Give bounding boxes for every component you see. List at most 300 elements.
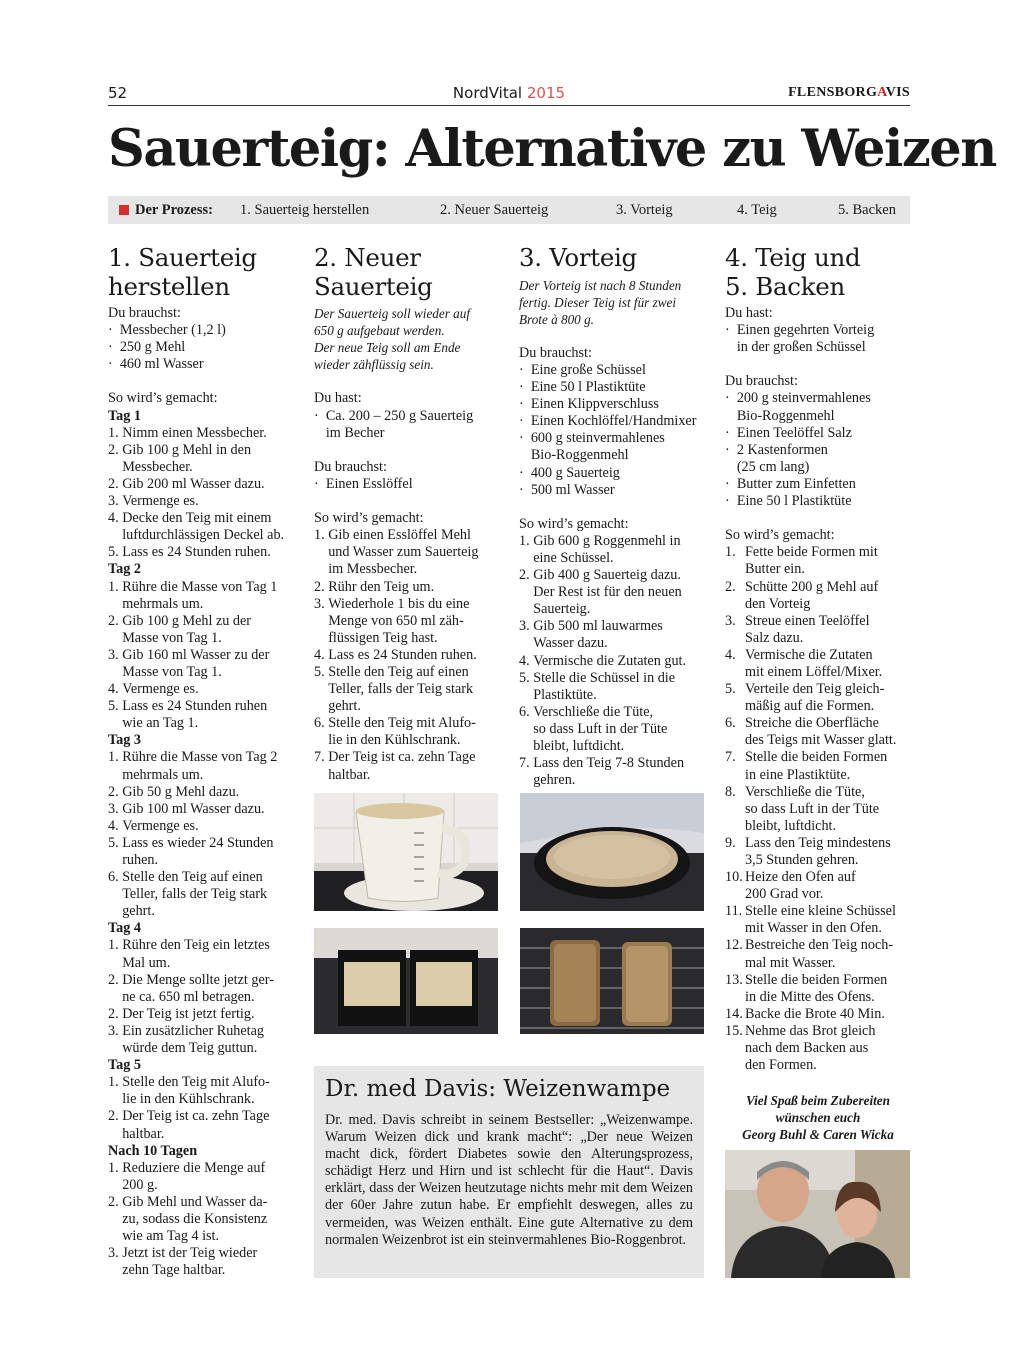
step-number: 6. xyxy=(108,869,123,886)
publisher-logo: FLENSBORGAVIS xyxy=(788,85,910,100)
step-number: 4. xyxy=(314,646,329,663)
day-step-list xyxy=(108,1074,298,1142)
step-line: Teller, falls der Teig stark xyxy=(122,886,268,903)
intro-line: fertig. Dieser Teig ist für zwei xyxy=(519,294,677,310)
bullet-line: 400 g Sauerteig xyxy=(530,464,620,481)
step-line: Wasser dazu. xyxy=(533,635,608,652)
bullet-line: 600 g steinvermahlenes xyxy=(530,430,665,447)
step-line: Der Teig ist jetzt fertig. xyxy=(122,1005,255,1022)
step-number: 3. xyxy=(108,1022,123,1039)
have-label: Du hast: xyxy=(725,305,773,321)
step-line: 3,5 Stunden gehren. xyxy=(745,852,859,868)
step-text xyxy=(745,544,915,578)
bullet-line: Eine große Schüssel xyxy=(530,361,646,378)
step-item xyxy=(519,755,709,789)
step-line: Sauerteig. xyxy=(533,601,591,618)
section-heading: 1. Sauerteig herstellen xyxy=(108,243,257,301)
magazine-name: NordVital 2015 xyxy=(452,84,566,102)
have-list xyxy=(725,322,915,356)
step-text xyxy=(745,903,915,937)
step-line: Gib Mehl und Wasser da- xyxy=(122,1193,268,1210)
process-step: 4. Teig xyxy=(737,202,777,218)
bullet: · xyxy=(725,475,737,492)
step-number: 1. xyxy=(108,1159,123,1176)
bullet-text xyxy=(531,379,709,396)
step-number: 6. xyxy=(519,703,534,720)
step-line: Heize den Ofen auf xyxy=(745,869,856,886)
step-text xyxy=(122,1108,298,1142)
day-step-list xyxy=(108,1160,298,1280)
step-text xyxy=(122,749,298,783)
bullet: · xyxy=(725,390,737,407)
step-line: Decke den Teig mit einem xyxy=(122,510,272,527)
step-line: 200 g. xyxy=(122,1176,158,1193)
day-title: Tag 4 xyxy=(108,920,141,937)
step-item xyxy=(519,567,709,618)
step-number: 2. xyxy=(725,578,740,595)
step-number: 4. xyxy=(108,817,123,834)
day-step-list xyxy=(108,749,298,920)
step-line: haltbar. xyxy=(328,766,371,783)
step-text xyxy=(122,972,298,1006)
step-line: 200 Grad vor. xyxy=(745,886,824,903)
step-item xyxy=(108,784,298,801)
bullet: · xyxy=(108,322,120,339)
step-item xyxy=(108,1023,298,1057)
bullet-text xyxy=(737,425,915,442)
step-number: 2. xyxy=(108,612,123,629)
step-line: Der Rest ist für den neuen xyxy=(533,584,682,601)
bullet-item xyxy=(519,430,709,464)
bullet-item xyxy=(519,413,709,430)
step-line: Vermische die Zutaten gut. xyxy=(533,652,687,669)
step-line: Rühre den Teig ein letztes xyxy=(122,937,270,954)
ingredient-list xyxy=(725,390,915,510)
bullet: · xyxy=(314,475,326,492)
bullet-item xyxy=(725,322,915,356)
bullet-text xyxy=(737,322,915,356)
bullet-item xyxy=(314,408,504,442)
step-item xyxy=(314,527,504,578)
bullet-item xyxy=(725,425,915,442)
step-line: mal mit Wasser. xyxy=(745,954,836,971)
step-text xyxy=(122,681,298,698)
bullet-line: 200 g steinvermahlenes xyxy=(736,390,871,407)
step-item xyxy=(519,618,709,652)
step-line: Streue einen Teelöffel xyxy=(745,612,870,629)
step-line: Lass es 24 Stunden ruhen. xyxy=(328,646,477,663)
step-line: Stelle die beiden Formen xyxy=(745,749,888,766)
step-line: luftdurchlässigen Deckel ab. xyxy=(122,527,285,544)
bullet-item xyxy=(519,396,709,413)
step-number: 1. xyxy=(108,749,123,766)
bullet-line: 2 Kastenformen xyxy=(736,441,828,458)
step-number: 2. xyxy=(108,475,123,492)
step-line: Vermenge es. xyxy=(122,681,199,698)
step-item xyxy=(108,681,298,698)
photo-loaf-pans xyxy=(314,928,498,1034)
step-line: Menge von 650 ml zäh- xyxy=(328,612,464,629)
have-label: Du hast: xyxy=(314,390,362,407)
step-item xyxy=(108,1160,298,1194)
step-number: 3. xyxy=(108,646,123,663)
step-line: nach dem Backen aus xyxy=(745,1040,869,1057)
day-steps xyxy=(108,408,298,1280)
section-heading: 3. Vorteig xyxy=(519,243,637,272)
bullet-text xyxy=(531,465,709,482)
step-item xyxy=(725,579,915,613)
intro-line: 650 g aufgebaut werden. xyxy=(314,323,445,339)
bullet-item xyxy=(108,356,298,373)
bullet-item xyxy=(314,476,504,493)
bullet-line: Bio-Roggenmehl xyxy=(530,447,629,464)
step-line: in eine Plastiktüte. xyxy=(745,766,851,783)
step-item xyxy=(108,493,298,510)
step-list xyxy=(519,533,709,789)
step-number: 5. xyxy=(519,669,534,686)
bullet-text xyxy=(120,356,298,373)
step-text xyxy=(122,510,298,544)
step-text xyxy=(745,579,915,613)
step-number: 14. xyxy=(725,1005,747,1022)
step-text xyxy=(745,647,915,681)
step-line: Jetzt ist der Teig wieder xyxy=(122,1245,258,1262)
step-text xyxy=(745,937,915,971)
step-item xyxy=(108,579,298,613)
step-item xyxy=(725,972,915,1006)
bullet: · xyxy=(725,441,737,458)
info-box-text: Dr. med. Davis schreibt in seinem Bestseller: „Weizenwampe. Warum Weizen dick und krank macht“: „Der neue Weizen macht dick, fördert Diabetes sowie den Alterungsprozess, schädigt Herz und Hirn und ist schlecht für die Haut“. Davis erklärt, dass der Weizen heutzutage nichts mehr mit dem Weizen der 60er Jahre zutun habe. Er empfiehlt deswegen, alles zu vermeiden, was Weizen enthält. Eine gute Alternative zu dem normalen Weizenbrot ist ein steinvermahlenes Bio-Roggenbrot. xyxy=(325,1112,693,1248)
step-line: in die Mitte des Ofens. xyxy=(745,988,875,1005)
step-item xyxy=(519,653,709,670)
step-line: den Vorteig xyxy=(745,595,811,612)
step-line: mehrmals um. xyxy=(122,595,204,612)
day-title: Tag 3 xyxy=(108,732,141,749)
step-line: im Messbecher. xyxy=(328,561,418,578)
step-text xyxy=(122,784,298,801)
step-number: 11. xyxy=(725,903,746,920)
bullet-item xyxy=(725,476,915,493)
process-step: 3. Vorteig xyxy=(616,202,673,218)
step-line: haltbar. xyxy=(122,1125,165,1142)
step-text xyxy=(745,749,915,783)
step-line: mehrmals um. xyxy=(122,766,204,783)
step-number: 15. xyxy=(725,1022,747,1039)
step-item xyxy=(108,1194,298,1245)
step-item xyxy=(725,647,915,681)
step-number: 1. xyxy=(108,1074,123,1091)
step-text xyxy=(533,670,709,704)
photo-authors xyxy=(725,1150,910,1278)
page-number: 52 xyxy=(108,84,128,102)
how-label: So wird’s gemacht: xyxy=(725,527,835,544)
step-item xyxy=(725,681,915,715)
step-text xyxy=(122,579,298,613)
step-line: des Teigs mit Wasser glatt. xyxy=(745,732,897,749)
step-line: Gib einen Esslöffel Mehl xyxy=(328,527,471,544)
step-number: 4. xyxy=(725,646,740,663)
step-line: Gib 400 g Sauerteig dazu. xyxy=(533,567,681,584)
bullet-line: Einen Kochlöffel/Handmixer xyxy=(530,413,697,430)
step-line: Streiche die Oberfläche xyxy=(745,715,879,732)
step-line: Ein zusätzlicher Ruhetag xyxy=(122,1022,265,1039)
bullet-item xyxy=(519,465,709,482)
day-title: Tag 1 xyxy=(108,407,141,424)
step-item xyxy=(108,647,298,681)
page-title: Sauerteig: Alternative zu Weizen xyxy=(108,119,996,179)
step-number: 12. xyxy=(725,937,747,954)
step-item xyxy=(108,698,298,732)
step-text xyxy=(533,618,709,652)
step-line: Bestreiche den Teig noch- xyxy=(745,937,894,954)
need-label: Du brauchst: xyxy=(108,305,181,321)
step-item xyxy=(314,647,504,664)
bullet-text xyxy=(531,396,709,413)
step-text xyxy=(745,784,915,835)
step-item xyxy=(108,835,298,869)
step-item xyxy=(725,784,915,835)
step-text xyxy=(745,1006,915,1023)
step-number: 2. xyxy=(108,1193,123,1210)
step-number: 2. xyxy=(519,567,534,584)
photo-dough-bowl xyxy=(520,793,704,911)
step-line: Rühre die Masse von Tag 1 xyxy=(122,578,278,595)
step-line: Masse von Tag 1. xyxy=(122,663,222,680)
step-text xyxy=(533,567,709,618)
step-text xyxy=(745,715,915,749)
step-line: Salz dazu. xyxy=(745,629,804,646)
step-item xyxy=(314,596,504,647)
step-item xyxy=(108,801,298,818)
step-item xyxy=(725,613,915,647)
step-number: 5. xyxy=(108,834,123,851)
bullet-line: (25 cm lang) xyxy=(736,458,810,475)
intro-text xyxy=(519,277,709,328)
step-text xyxy=(122,1245,298,1279)
step-line: Gib 600 g Roggenmehl in xyxy=(533,532,681,549)
intro-line: Der neue Teig soll am Ende xyxy=(314,340,461,356)
step-line: gehrt. xyxy=(328,698,361,715)
bullet-text xyxy=(531,362,709,379)
step-number: 5. xyxy=(725,681,740,698)
step-item xyxy=(725,835,915,869)
step-number: 5. xyxy=(108,544,123,561)
step-line: so dass Luft in der Tüte xyxy=(533,720,668,737)
step-number: 2. xyxy=(108,1108,123,1125)
author-credit: Viel Spaß beim Zubereiten wünschen euch Georg Buhl & Caren Wicka xyxy=(742,1093,894,1142)
step-text xyxy=(122,869,298,920)
bullet: · xyxy=(519,361,531,378)
step-number: 1. xyxy=(108,424,123,441)
step-item xyxy=(108,749,298,783)
step-text xyxy=(328,647,504,664)
step-line: Lass den Teig 7-8 Stunden xyxy=(533,755,685,772)
process-label: Der Prozess: xyxy=(135,202,213,218)
step-line: mit Wasser in den Ofen. xyxy=(745,920,882,937)
step-text xyxy=(533,704,709,755)
step-line: Mal um. xyxy=(122,954,171,971)
bullet-line: Einen Teelöffel Salz xyxy=(736,424,852,441)
step-item xyxy=(725,749,915,783)
bullet: · xyxy=(314,407,326,424)
bullet-text xyxy=(737,390,915,424)
how-label: So wird’s gemacht: xyxy=(314,510,424,527)
step-number: 1. xyxy=(725,544,740,561)
bullet-line: Messbecher (1,2 l) xyxy=(119,322,226,339)
bullet-text xyxy=(120,339,298,356)
step-line: mäßig auf die Formen. xyxy=(745,698,875,715)
step-line: Rühr den Teig um. xyxy=(328,578,435,595)
step-line: Stelle die beiden Formen xyxy=(745,971,888,988)
step-number: 2. xyxy=(108,441,123,458)
step-item xyxy=(108,972,298,1006)
step-line: Vermenge es. xyxy=(122,493,199,510)
bullet-item xyxy=(725,390,915,424)
step-line: Backe die Brote 40 Min. xyxy=(745,1005,885,1022)
step-text xyxy=(122,442,298,476)
step-line: Die Menge sollte jetzt ger- xyxy=(122,971,274,988)
step-number: 5. xyxy=(314,663,329,680)
step-item xyxy=(108,442,298,476)
step-number: 7. xyxy=(519,755,534,772)
bullet-text xyxy=(326,408,504,442)
bullet-item xyxy=(108,322,298,339)
intro-text xyxy=(314,305,504,373)
step-text xyxy=(328,596,504,647)
intro-line: Der Vorteig ist nach 8 Stunden xyxy=(519,277,682,293)
photo-measuring-jug xyxy=(314,793,498,911)
bullet-text xyxy=(737,476,915,493)
step-text xyxy=(122,1160,298,1194)
step-text xyxy=(122,476,298,493)
step-text xyxy=(328,715,504,749)
intro-line: Der Sauerteig soll wieder auf xyxy=(314,306,471,321)
step-line: Schütte 200 g Mehl auf xyxy=(745,578,879,595)
bullet-line: im Becher xyxy=(325,424,385,441)
column-vorteig xyxy=(519,244,709,789)
step-item xyxy=(314,664,504,715)
have-list xyxy=(314,408,504,442)
step-line: Stelle die Schüssel in die xyxy=(533,669,676,686)
step-number: 13. xyxy=(725,971,747,988)
step-line: wie am Tag 4 ist. xyxy=(122,1228,220,1245)
column-sauerteig-herstellen xyxy=(108,244,298,1279)
step-line: Der Teig ist ca. zehn Tage xyxy=(328,749,476,766)
step-text xyxy=(122,493,298,510)
step-number: 4. xyxy=(519,652,534,669)
step-text xyxy=(122,613,298,647)
step-line: Stelle den Teig mit Alufo- xyxy=(328,715,476,732)
step-text xyxy=(745,972,915,1006)
step-text xyxy=(328,749,504,783)
step-line: gehren. xyxy=(533,772,576,789)
step-line: Gib 50 g Mehl dazu. xyxy=(122,783,240,800)
step-number: 2. xyxy=(108,971,123,988)
step-item xyxy=(519,704,709,755)
step-line: Lass den Teig mindestens xyxy=(745,834,891,851)
step-line: und Wasser zum Sauerteig xyxy=(328,544,479,561)
process-step: 1. Sauerteig herstellen xyxy=(240,202,370,218)
bullet-line: Butter zum Einfetten xyxy=(736,475,856,492)
step-line: wie an Tag 1. xyxy=(122,715,199,732)
step-item xyxy=(108,425,298,442)
bullet: · xyxy=(519,464,531,481)
step-item xyxy=(108,1006,298,1023)
bullet-text xyxy=(531,430,709,464)
step-line: lie in den Kühlschrank. xyxy=(122,1091,255,1108)
magazine-year: 2015 xyxy=(526,84,566,102)
intro-line: Brote à 800 g. xyxy=(519,311,594,327)
step-line: Verteile den Teig gleich- xyxy=(745,681,885,698)
step-number: 1. xyxy=(108,937,123,954)
step-line: bleibt, luftdicht. xyxy=(745,817,837,834)
bullet-item xyxy=(108,339,298,356)
bullet: · xyxy=(108,356,120,373)
bullet-item xyxy=(725,442,915,476)
step-item xyxy=(108,818,298,835)
step-text xyxy=(745,681,915,715)
step-item xyxy=(314,749,504,783)
info-box-weizenwampe xyxy=(314,1066,704,1278)
day-title: Tag 2 xyxy=(108,561,141,578)
step-number: 3. xyxy=(314,595,329,612)
step-line: Lass es 24 Stunden ruhen. xyxy=(122,544,271,561)
bullet: · xyxy=(519,413,531,430)
step-line: Fette beide Formen mit xyxy=(745,544,878,561)
step-line: Verschließe die Tüte, xyxy=(533,703,654,720)
step-line: gehrt. xyxy=(122,903,155,920)
bullet-line: Ca. 200 – 250 g Sauerteig xyxy=(325,407,474,424)
step-number: 4. xyxy=(108,681,123,698)
step-line: Rühre die Masse von Tag 2 xyxy=(122,749,278,766)
step-line: zu, sodass die Konsistenz xyxy=(122,1210,268,1227)
step-line: Messbecher. xyxy=(122,458,193,475)
step-number: 8. xyxy=(725,783,740,800)
step-item xyxy=(314,579,504,596)
step-number: 1. xyxy=(108,578,123,595)
step-line: mit einem Löffel/Mixer. xyxy=(745,663,883,680)
step-line: Gib 160 ml Wasser zu der xyxy=(122,646,270,663)
step-number: 6. xyxy=(314,715,329,732)
bullet-line: 460 ml Wasser xyxy=(119,356,204,373)
bullet-item xyxy=(725,493,915,510)
step-line: eine Schüssel. xyxy=(533,550,614,566)
step-line: ruhen. xyxy=(122,852,159,868)
day-step-list xyxy=(108,937,298,1057)
step-line: Wiederhole 1 bis du eine xyxy=(328,595,470,612)
step-line: so dass Luft in der Tüte xyxy=(745,800,880,817)
how-label: So wird’s gemacht: xyxy=(519,515,629,532)
need-label: Du brauchst: xyxy=(314,458,387,475)
step-line: Stelle den Teig auf einen xyxy=(328,663,469,680)
day-title: Tag 5 xyxy=(108,1057,141,1074)
step-line: flüssigen Teig hast. xyxy=(328,629,438,646)
step-item xyxy=(108,510,298,544)
step-line: lie in den Kühlschrank. xyxy=(328,732,461,749)
step-item xyxy=(725,1006,915,1023)
step-number: 10. xyxy=(725,869,747,886)
step-text xyxy=(328,664,504,715)
need-label: Du brauchst: xyxy=(725,373,798,390)
step-number: 4. xyxy=(108,510,123,527)
photo-baked-breads xyxy=(520,928,704,1034)
day-step-list xyxy=(108,425,298,562)
step-item xyxy=(108,476,298,493)
need-label: Du brauchst: xyxy=(519,344,592,361)
step-line: Stelle den Teig mit Alufo- xyxy=(122,1074,270,1091)
section-heading: 4. Teig und 5. Backen xyxy=(725,243,861,301)
step-item xyxy=(725,903,915,937)
